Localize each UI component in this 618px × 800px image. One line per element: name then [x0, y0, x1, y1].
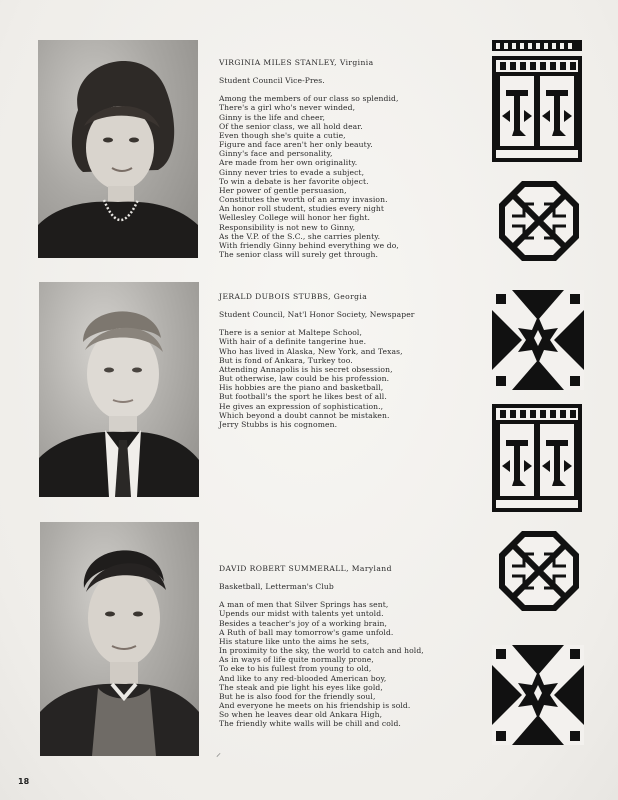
poem-line: Among the members of our class so splendid, [219, 94, 399, 104]
poem-line: A man of men that Silver Springs has sent, [219, 600, 389, 610]
octagon-cross-motif [498, 180, 580, 262]
poem-line: To win a debate is her favorite object. [219, 176, 369, 186]
star-lattice-motif [492, 645, 584, 745]
poem-line: With hair of a definite tangerine hue. [219, 337, 367, 347]
poem-line: With friendly Ginny behind everything we do, [219, 240, 399, 250]
poem-line: Ginny's face and personality, [219, 149, 333, 159]
poem-line: Ginny is the life and cheer, [219, 112, 325, 122]
poem-line: Wellesley College will honor her fight. [219, 213, 371, 223]
senior-poem [219, 328, 469, 429]
poem-line: Upends our midst with talents yet untold. [219, 609, 384, 619]
poem-line: Jerry Stubbs is his cognomen. [219, 419, 338, 429]
poem-line: But he is also food for the friendly soul, [219, 691, 376, 701]
poem-line: Are made from her own originality. [219, 158, 358, 168]
portrait-david-summerall [40, 522, 199, 756]
entry-virginia-stanley [219, 58, 469, 259]
senior-name: DAVID ROBERT SUMMERALL, Maryland [219, 564, 392, 573]
poem-line: But is fond of Ankara, Turkey too. [219, 355, 353, 365]
poem-line: Her power of gentle persuasion, [219, 185, 347, 195]
page-number: 18 [18, 777, 30, 786]
poem-line: There's a girl who's never winded, [219, 103, 356, 113]
senior-activities: Basketball, Letterman's Club [219, 582, 334, 592]
poem-line: But football's the sport he likes best of all. [219, 392, 387, 402]
poem-line: Even though she's quite a cutie, [219, 130, 346, 140]
poem-line: So when he leaves dear old Ankara High, [219, 710, 383, 720]
poem-line: There is a senior at Maltepe School, [219, 328, 362, 338]
poem-line: As the V.P. of the S.C., she carries plenty. [219, 231, 381, 241]
entry-david-summerall [219, 564, 469, 729]
anatolian-bird-motif [492, 40, 582, 162]
senior-activities: Student Council Vice-Pres. [219, 76, 325, 86]
poem-line: His hobbies are the piano and basketball, [219, 383, 384, 393]
poem-line: Who has lived in Alaska, New York, and Texas, [219, 346, 403, 356]
poem-line: To eke to his fullest from young to old, [219, 664, 372, 674]
poem-line: Responsibility is not new to Ginny, [219, 222, 356, 232]
poem-line: Attending Annapolis is his secret obsession, [219, 364, 393, 374]
poem-line: The steak and pie light his eyes like gold, [219, 682, 383, 692]
poem-line: Ginny never tries to evade a subject, [219, 167, 365, 177]
poem-line: The senior class will surely get through. [219, 249, 378, 259]
senior-name: VIRGINIA MILES STANLEY, Virginia [219, 58, 374, 67]
poem-line: As in ways of life quite normally prone, [219, 655, 374, 665]
poem-line: A Ruth of ball may tomorrow's game unfold. [219, 627, 394, 637]
poem-line: In proximity to the sky, the world to catch and hold, [219, 646, 424, 656]
poem-line: Of the senior class, we all hold dear. [219, 121, 363, 131]
poem-line: Which beyond a doubt cannot be mistaken. [219, 410, 390, 420]
portrait-virginia-stanley [38, 40, 198, 258]
poem-line: But otherwise, law could be his profession. [219, 374, 390, 384]
star-lattice-motif [492, 290, 584, 390]
senior-name: JERALD DUBOIS STUBBS, Georgia [219, 292, 368, 301]
senior-activities: Student Council, Nat'l Honor Society, Newspaper [219, 310, 415, 320]
octagon-cross-motif [498, 530, 580, 612]
poem-line: Constitutes the worth of an army invasion. [219, 195, 388, 205]
senior-poem [219, 94, 469, 259]
poem-line: Figure and face aren't her only beauty. [219, 140, 373, 150]
poem-line: Besides a teacher's joy of a working brain, [219, 618, 388, 628]
anatolian-bird-motif [492, 404, 582, 512]
poem-line: And everyone he meets on his friendship is sold. [219, 701, 411, 711]
poem-line: The friendly white walls will be chill and cold. [219, 719, 401, 729]
senior-poem [219, 600, 469, 728]
entry-jerald-stubbs [219, 292, 469, 429]
poem-line: And like to any red-blooded American boy, [219, 673, 387, 683]
poem-line: He gives an expression of sophistication., [219, 401, 384, 411]
stray-pen-mark: ⸝ [216, 748, 221, 759]
poem-line: An honor roll student, studies every night [219, 204, 385, 214]
poem-line: His stature like unto the aims he sets, [219, 636, 370, 646]
portrait-jerald-stubbs [39, 282, 199, 497]
